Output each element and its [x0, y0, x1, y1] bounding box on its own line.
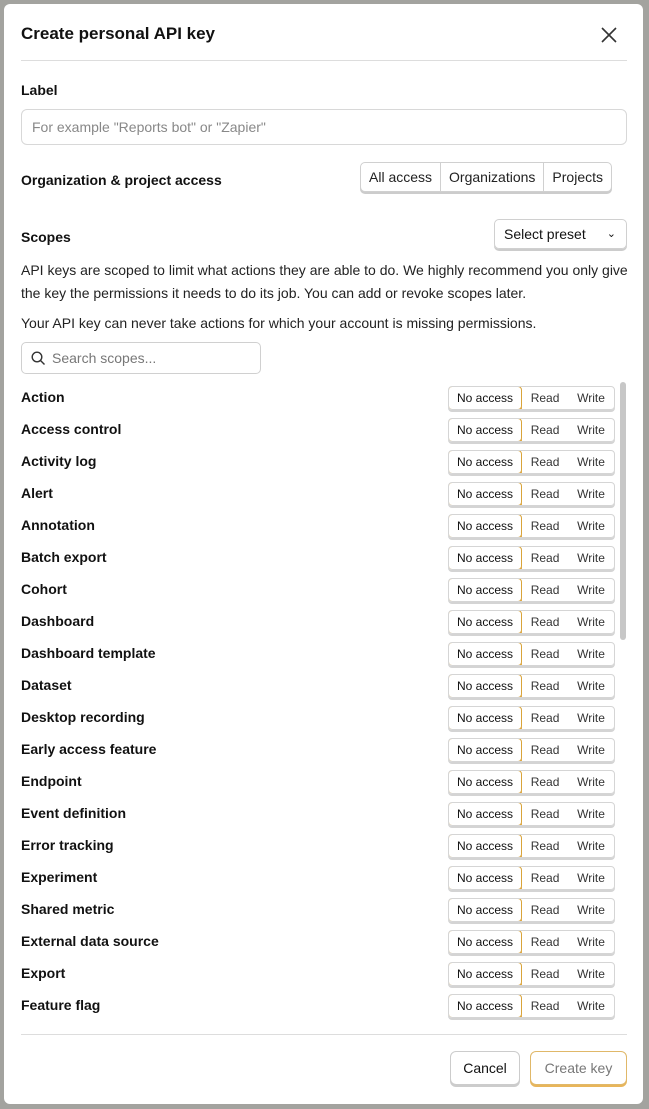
scope-access-control: [448, 418, 615, 442]
scope-option-write[interactable]: Write: [577, 711, 605, 725]
divider: [21, 60, 627, 61]
scope-option-no-access[interactable]: No access: [448, 962, 522, 986]
scope-option-write[interactable]: Write: [577, 583, 605, 597]
scope-option-read[interactable]: Read: [530, 807, 560, 821]
scope-access-control: [448, 674, 615, 698]
divider: [21, 1034, 627, 1035]
create-key-button[interactable]: Create key: [530, 1051, 627, 1085]
scope-option-write[interactable]: Write: [577, 967, 605, 981]
scope-row: [21, 546, 619, 570]
scope-option-no-access[interactable]: No access: [448, 802, 522, 826]
scope-access-control: [448, 770, 615, 794]
scope-row: [21, 450, 619, 474]
scope-option-no-access[interactable]: No access: [448, 642, 522, 666]
scope-option-no-access[interactable]: No access: [448, 706, 522, 730]
scope-access-control: [448, 482, 615, 506]
scope-name: Dashboard: [21, 613, 95, 629]
scope-name: Event definition: [21, 805, 126, 821]
scope-row: [21, 994, 619, 1018]
scope-name: External data source: [21, 933, 159, 949]
scopes-heading: Scopes: [21, 229, 71, 245]
scope-option-no-access[interactable]: No access: [448, 834, 522, 858]
scope-row: [21, 866, 619, 890]
select-preset-dropdown[interactable]: [494, 219, 627, 249]
scope-name: Dashboard template: [21, 645, 156, 661]
scope-option-write[interactable]: Write: [577, 935, 605, 949]
scope-option-no-access[interactable]: No access: [448, 514, 522, 538]
scope-option-no-access[interactable]: No access: [448, 418, 522, 442]
access-segmented-control: [360, 162, 612, 192]
scope-name: Batch export: [21, 549, 107, 565]
scope-option-no-access[interactable]: No access: [448, 930, 522, 954]
scope-option-no-access[interactable]: No access: [448, 578, 522, 602]
scope-option-read[interactable]: Read: [530, 615, 560, 629]
scope-row: [21, 802, 619, 826]
scope-row: [21, 578, 619, 602]
scope-option-read[interactable]: Read: [530, 743, 560, 757]
dialog-title: Create personal API key: [21, 24, 216, 43]
scope-option-no-access[interactable]: No access: [448, 610, 522, 634]
scope-name: Dataset: [21, 677, 72, 693]
scope-access-control: [448, 514, 615, 538]
scope-access-control: [448, 866, 615, 890]
scope-access-control: [448, 994, 615, 1018]
scope-name: Action: [21, 389, 65, 405]
scope-option-write[interactable]: Write: [577, 647, 605, 661]
scope-row: [21, 706, 619, 730]
scope-name: Cohort: [21, 581, 67, 597]
search-scopes-field[interactable]: [21, 342, 261, 374]
scope-option-no-access[interactable]: No access: [448, 994, 522, 1018]
scope-option-read[interactable]: Read: [530, 487, 560, 501]
preset-label: Select preset: [504, 226, 586, 242]
scope-option-write[interactable]: Write: [577, 903, 605, 917]
scope-option-no-access[interactable]: No access: [448, 482, 522, 506]
scope-name: Export: [21, 965, 66, 981]
scope-option-read[interactable]: Read: [530, 519, 560, 533]
scope-name: Alert: [21, 485, 53, 501]
scope-option-write[interactable]: Write: [577, 807, 605, 821]
scope-option-no-access[interactable]: No access: [448, 546, 522, 570]
label-heading: Label: [21, 82, 58, 98]
scope-row: [21, 738, 619, 762]
scope-row: [21, 930, 619, 954]
scope-option-no-access[interactable]: No access: [448, 738, 522, 762]
scope-option-read[interactable]: Read: [530, 455, 560, 469]
scope-option-write[interactable]: Write: [577, 999, 605, 1013]
scope-name: Annotation: [21, 517, 95, 533]
scope-option-write[interactable]: Write: [577, 391, 605, 405]
scope-row: [21, 770, 619, 794]
scope-name: Desktop recording: [21, 709, 145, 725]
close-icon[interactable]: [598, 24, 620, 46]
scope-access-control: [448, 738, 615, 762]
scope-name: Feature flag: [21, 997, 101, 1013]
scope-access-control: [448, 386, 615, 410]
scope-option-no-access[interactable]: No access: [448, 450, 522, 474]
scope-access-control: [448, 610, 615, 634]
scope-option-read[interactable]: Read: [530, 679, 560, 693]
scope-access-control: [448, 706, 615, 730]
scope-option-write[interactable]: Write: [577, 423, 605, 437]
scope-row: [21, 610, 619, 634]
scopes-description: API keys are scoped to limit what actions they are able to do. We highly recommend you only give the key the permissions it needs to do its job. You can add or revoke scopes later.: [21, 262, 628, 301]
scope-access-control: [448, 930, 615, 954]
scope-option-write[interactable]: Write: [577, 519, 605, 533]
scope-option-write[interactable]: Write: [577, 839, 605, 853]
scope-row: [21, 962, 619, 986]
scope-row: [21, 898, 619, 922]
scope-option-read[interactable]: Read: [530, 551, 560, 565]
scope-option-read[interactable]: Read: [530, 391, 560, 405]
scope-option-no-access[interactable]: No access: [448, 386, 522, 410]
cancel-button[interactable]: Cancel: [450, 1051, 520, 1085]
scope-name: Experiment: [21, 869, 98, 885]
scope-access-control: [448, 802, 615, 826]
access-option-all[interactable]: All access: [369, 169, 433, 185]
scope-access-control: [448, 642, 615, 666]
scope-option-write[interactable]: Write: [577, 679, 605, 693]
scope-row: [21, 386, 619, 410]
chevron-down-icon: ⌄: [606, 228, 616, 240]
scope-access-control: [448, 834, 615, 858]
scope-option-write[interactable]: Write: [577, 455, 605, 469]
scope-name: Activity log: [21, 453, 97, 469]
scope-row: [21, 418, 619, 442]
scope-option-read[interactable]: Read: [530, 711, 560, 725]
create-api-key-dialog: [4, 4, 643, 1104]
scope-name: Access control: [21, 421, 122, 437]
scope-name: Early access feature: [21, 741, 157, 757]
scrollbar[interactable]: [620, 382, 626, 640]
scope-option-no-access[interactable]: No access: [448, 866, 522, 890]
scope-option-write[interactable]: Write: [577, 487, 605, 501]
scope-option-read[interactable]: Read: [530, 903, 560, 917]
scope-row: [21, 642, 619, 666]
scope-access-control: [448, 898, 615, 922]
scope-option-write[interactable]: Write: [577, 615, 605, 629]
scope-option-read[interactable]: Read: [530, 583, 560, 597]
scope-option-read[interactable]: Read: [530, 999, 560, 1013]
scope-name: Shared metric: [21, 901, 115, 917]
scope-option-write[interactable]: Write: [577, 743, 605, 757]
scope-option-read[interactable]: Read: [530, 647, 560, 661]
scope-access-control: [448, 962, 615, 986]
scope-row: [21, 482, 619, 506]
scope-name: Endpoint: [21, 773, 82, 789]
access-option-projects[interactable]: Projects: [543, 163, 611, 191]
scope-option-no-access[interactable]: No access: [448, 770, 522, 794]
scope-option-read[interactable]: Read: [530, 935, 560, 949]
scope-row: [21, 834, 619, 858]
access-option-organizations[interactable]: Organizations: [440, 163, 543, 191]
scope-option-write[interactable]: Write: [577, 871, 605, 885]
scope-option-read[interactable]: Read: [530, 839, 560, 853]
scope-access-control: [448, 578, 615, 602]
scope-option-no-access[interactable]: No access: [448, 674, 522, 698]
scope-row: [21, 674, 619, 698]
scope-option-read[interactable]: Read: [530, 423, 560, 437]
scope-option-read[interactable]: Read: [530, 871, 560, 885]
scope-name: Error tracking: [21, 837, 114, 853]
scope-option-read[interactable]: Read: [530, 967, 560, 981]
scope-option-write[interactable]: Write: [577, 551, 605, 565]
scope-option-write[interactable]: Write: [577, 775, 605, 789]
search-scopes-input[interactable]: [52, 343, 252, 373]
access-heading: Organization & project access: [21, 172, 222, 188]
scopes-note: Your API key can never take actions for which your account is missing permissions.: [21, 315, 537, 331]
scope-row: [21, 514, 619, 538]
scope-option-read[interactable]: Read: [530, 775, 560, 789]
scope-option-no-access[interactable]: No access: [448, 898, 522, 922]
scope-access-control: [448, 450, 615, 474]
scope-access-control: [448, 546, 615, 570]
label-input[interactable]: [21, 109, 627, 145]
search-icon: [31, 351, 46, 366]
